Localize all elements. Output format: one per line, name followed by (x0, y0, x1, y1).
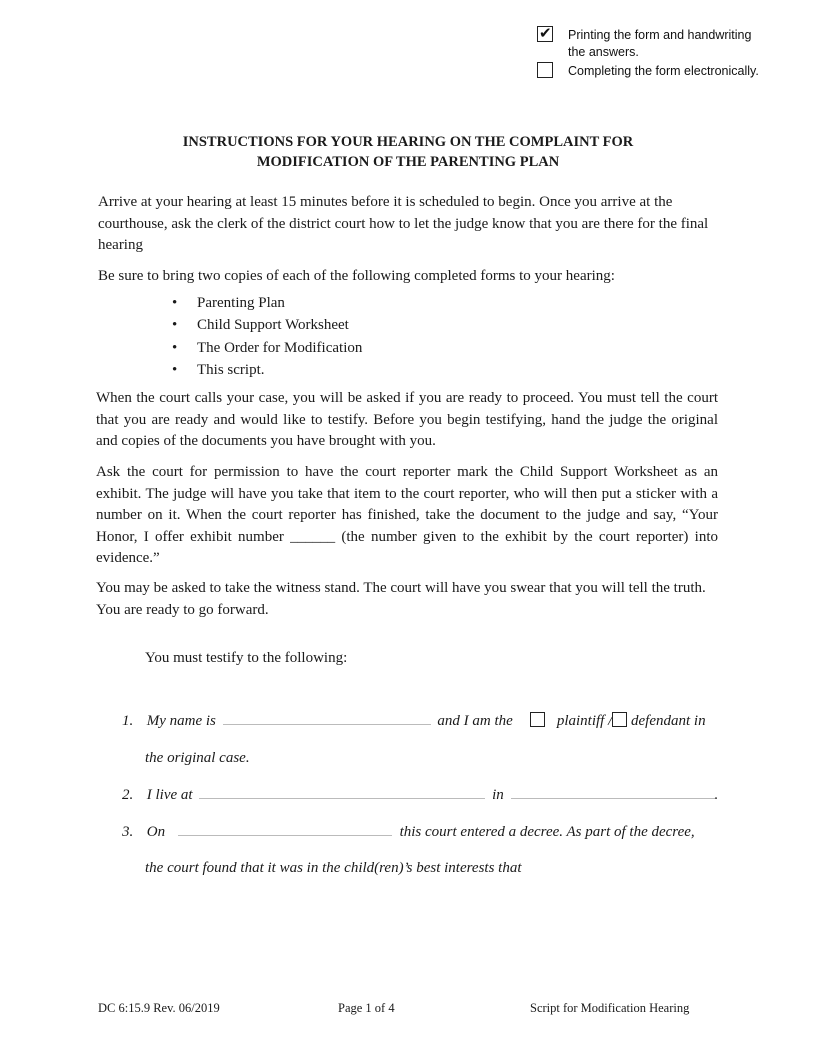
page-title (0, 132, 816, 172)
item-2: 2. I live at in . (122, 787, 719, 803)
item-3: 3. On this court entered a decree. As part of the decree, (122, 824, 695, 840)
bullet-icon: • (172, 317, 178, 334)
bullet-icon: • (172, 339, 178, 356)
bullet-icon: • (172, 295, 178, 311)
print-handwrite-checkbox[interactable] (537, 26, 553, 42)
bullet-icon: • (172, 361, 178, 378)
print-handwrite-label: Printing the form and handwriting the answers. (568, 28, 752, 59)
item-3-continued: the court found that it was in the child(ren)’s best interests that (145, 860, 522, 876)
defendant-checkbox[interactable] (612, 712, 627, 727)
complete-electronically-checkbox[interactable] (537, 62, 553, 78)
arrive-paragraph: Arrive at your hearing at least 15 minutes before it is scheduled to begin. Once you arrive at the courthouse, ask the clerk of the district court how to let the judge know that you are there for the final hearing (98, 194, 709, 253)
list-item: • Child Support Worksheet (172, 314, 362, 336)
list-item: • This script. (172, 359, 362, 381)
name-field[interactable] (223, 711, 431, 725)
witness-paragraph: You may be asked to take the witness stand. The court will have you swear that you will tell the truth. You are ready to go forward. (96, 580, 706, 618)
city-field[interactable] (511, 785, 715, 799)
checkmark-icon: ✔ (539, 24, 552, 42)
court-calls-paragraph: When the court calls your case, you will be asked if you are ready to proceed. You must tell the court that you are ready and would like to testify. Before you begin testifying, hand the judge the original and copies of the documents you have brought with you. (96, 390, 718, 449)
title-line-2: MODIFICATION OF THE PARENTING PLAN (256, 154, 560, 170)
footer-form-id: DC 6:15.9 Rev. 06/2019 (98, 1001, 220, 1015)
bring-paragraph: Be sure to bring two copies of each of the following completed forms to your hearing: (98, 268, 615, 284)
forms-list (172, 292, 362, 381)
footer-page-number: Page 1 of 4 (338, 1001, 395, 1015)
list-item: • Parenting Plan (172, 292, 362, 314)
item-1-continued: the original case. (145, 750, 250, 766)
list-item: • The Order for Modification (172, 337, 362, 359)
decree-date-field[interactable] (178, 822, 392, 836)
exhibit-paragraph: Ask the court for permission to have the court reporter mark the Child Support Worksheet as an exhibit. The judge will have you take that item to the court reporter, who will then put a sticker with a number on it. When the court reporter has finished, take the document to the judge and say, “Your Honor, I offer exhibit number ______ (the number given to the exhibit by the court reporter) into evidence.” (96, 464, 718, 566)
footer-doc-title: Script for Modification Hearing (530, 1001, 690, 1015)
address-field[interactable] (199, 785, 485, 799)
item-1: 1. My name is and I am the plaintiff / defendant in (122, 713, 706, 729)
complete-electronically-label: Completing the form electronically. (568, 64, 759, 78)
testify-intro: You must testify to the following: (145, 650, 348, 666)
title-line-1: INSTRUCTIONS FOR YOUR HEARING ON THE COMPLAINT FOR (182, 134, 634, 150)
plaintiff-checkbox[interactable] (530, 712, 545, 727)
